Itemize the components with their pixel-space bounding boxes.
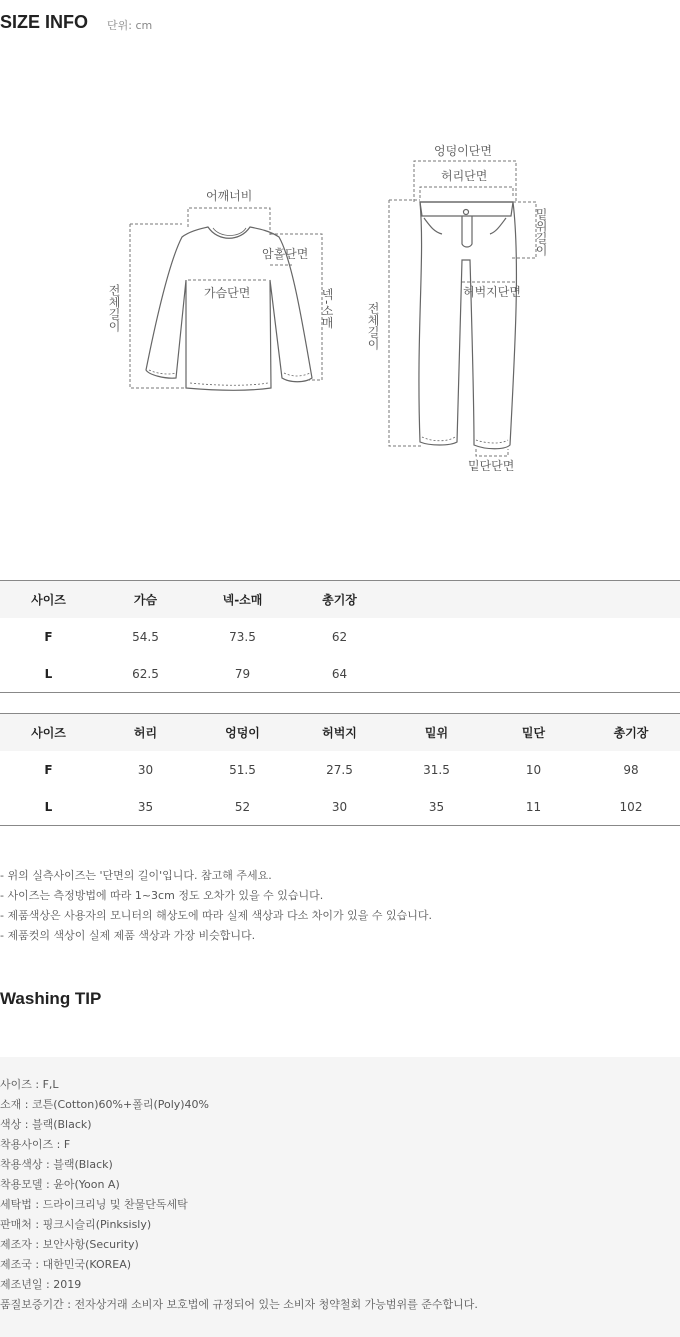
info-item: 품질보증기간 : 전자상거래 소비자 보호법에 규정되어 있는 소비자 청약철회 가능범위를 준수합니다. bbox=[0, 1298, 478, 1311]
size-cell: L bbox=[44, 666, 53, 681]
unit-label: 단위: cm bbox=[107, 19, 153, 32]
size-info-title: SIZE INFO bbox=[0, 12, 89, 32]
header-cell: 총기장 bbox=[291, 581, 388, 619]
label-neck-sleeve: 넥-소매 bbox=[320, 288, 334, 329]
empty-cell bbox=[388, 618, 680, 655]
size-cell: F bbox=[44, 629, 53, 644]
product-info-list bbox=[0, 1075, 478, 1315]
table-header-row bbox=[0, 581, 680, 619]
table-row bbox=[0, 751, 680, 788]
info-item: 색상 : 블랙(Black) bbox=[0, 1118, 92, 1131]
header-cell: 엉덩이 bbox=[194, 714, 291, 752]
header-cell: 밑위 bbox=[388, 714, 485, 752]
header-cell: 밑단 bbox=[485, 714, 582, 752]
value-cell: 11 bbox=[525, 799, 542, 814]
label-hem: 밑단단면 bbox=[468, 459, 515, 473]
value-cell: 51.5 bbox=[229, 762, 256, 777]
info-item: 소재 : 코튼(Cotton)60%+폴리(Poly)40% bbox=[0, 1098, 210, 1111]
header-cell-empty bbox=[388, 581, 680, 619]
label-armhole: 암홀단면 bbox=[262, 247, 309, 261]
note-item: - 제품컷의 색상이 실제 제품 색상과 가장 비슷합니다. bbox=[0, 929, 256, 942]
value-cell: 64 bbox=[331, 666, 348, 681]
info-item: 착용색상 : 블랙(Black) bbox=[0, 1158, 113, 1171]
info-item: 착용사이즈 : F bbox=[0, 1138, 71, 1151]
value-cell: 62 bbox=[331, 629, 348, 644]
header-cell: 가슴 bbox=[97, 581, 194, 619]
info-item: 착용모델 : 윤아(Yoon A) bbox=[0, 1178, 120, 1191]
label-top-total-length: 전체길이 bbox=[107, 284, 121, 332]
washing-tip-title: Washing TIP bbox=[0, 989, 102, 1008]
header-cell: 총기장 bbox=[582, 714, 680, 752]
value-cell: 79 bbox=[234, 666, 251, 681]
value-cell: 27.5 bbox=[326, 762, 353, 777]
note-item: - 위의 실측사이즈는 '단면의 길이'입니다. 참고해 주세요. bbox=[0, 869, 272, 882]
size-diagram bbox=[0, 130, 680, 480]
value-cell: 30 bbox=[331, 799, 348, 814]
empty-cell bbox=[388, 655, 680, 693]
value-cell: 35 bbox=[428, 799, 445, 814]
note-item: - 사이즈는 측정방법에 따라 1~3cm 정도 오차가 있을 수 있습니다. bbox=[0, 889, 324, 902]
label-shoulder: 어깨너비 bbox=[206, 189, 253, 203]
info-item: 사이즈 : F,L bbox=[0, 1078, 59, 1091]
header-cell: 사이즈 bbox=[0, 714, 97, 752]
value-cell: 73.5 bbox=[229, 629, 256, 644]
info-item: 세탁법 : 드라이크리닝 및 찬물단독세탁 bbox=[0, 1198, 188, 1211]
size-notes bbox=[0, 866, 432, 946]
info-item: 제조년일 : 2019 bbox=[0, 1278, 82, 1291]
info-item: 판매처 : 핑크시슬리(Pinksisly) bbox=[0, 1218, 152, 1231]
label-thigh: 허벅지단면 bbox=[463, 285, 521, 299]
value-cell: 10 bbox=[525, 762, 542, 777]
value-cell: 30 bbox=[137, 762, 154, 777]
header-cell: 허벅지 bbox=[291, 714, 388, 752]
value-cell: 31.5 bbox=[423, 762, 450, 777]
value-cell: 102 bbox=[619, 799, 643, 814]
value-cell: 62.5 bbox=[132, 666, 159, 681]
header-cell: 사이즈 bbox=[0, 581, 97, 619]
table-row bbox=[0, 655, 680, 693]
top-size-table bbox=[0, 580, 680, 693]
label-rise: 밑위길이 bbox=[534, 208, 548, 256]
size-cell: F bbox=[44, 762, 53, 777]
value-cell: 98 bbox=[623, 762, 639, 777]
size-cell: L bbox=[44, 799, 53, 814]
label-hip: 엉덩이단면 bbox=[434, 144, 492, 158]
label-pants-total-length: 전체길이 bbox=[366, 302, 380, 350]
table-row bbox=[0, 788, 680, 826]
info-item: 제조국 : 대한민국(KOREA) bbox=[0, 1258, 132, 1271]
pants-illustration bbox=[419, 202, 517, 449]
note-item: - 제품색상은 사용자의 모니터의 해상도에 따라 실제 색상과 다소 차이가 있을 수 있습니다. bbox=[0, 909, 432, 922]
header-cell: 넥-소매 bbox=[194, 581, 291, 619]
value-cell: 35 bbox=[137, 799, 154, 814]
label-chest: 가슴단면 bbox=[204, 286, 251, 300]
bottom-size-table bbox=[0, 713, 680, 826]
value-cell: 54.5 bbox=[132, 629, 159, 644]
label-waist: 허리단면 bbox=[441, 169, 488, 183]
table-row bbox=[0, 618, 680, 655]
table-header-row bbox=[0, 714, 680, 752]
header-cell: 허리 bbox=[97, 714, 194, 752]
value-cell: 52 bbox=[234, 799, 251, 814]
info-item: 제조자 : 보안사항(Security) bbox=[0, 1238, 139, 1251]
